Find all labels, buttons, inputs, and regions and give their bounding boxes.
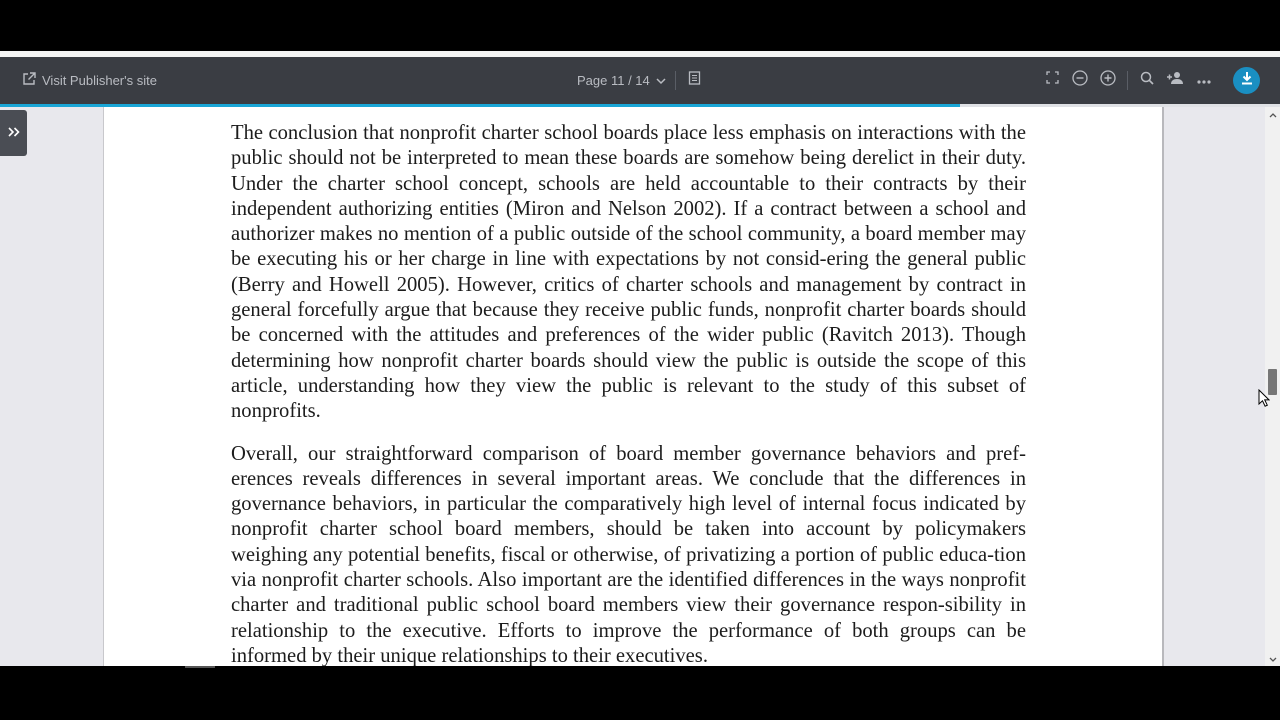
share-users-icon: [1166, 71, 1185, 90]
visit-publisher-label: Visit Publisher's site: [42, 73, 157, 88]
more-options-button[interactable]: [1193, 69, 1215, 91]
double-chevron-right-icon: [8, 124, 20, 142]
zoom-out-button[interactable]: [1069, 69, 1091, 91]
fullscreen-icon: [1046, 71, 1059, 89]
toolbar-divider: [1127, 71, 1128, 90]
scroll-down-arrow[interactable]: [1265, 652, 1280, 666]
toolbar-divider: [675, 71, 676, 90]
paragraph: Overall, our straightforward comparison of board member governance behaviors and pref-erences reveals differences in several important areas. We conclude that the differences in governance behaviors, in particular the comparatively high level of internal focus indicated by nonprofit charter school board members, should be taken into account by policymakers weighing any potential benefits, fiscal or otherwise, of privatizing a portion of public educa-tion via nonprofit charter schools. Also important are the identified differences in the ways nonprofit charter and traditional public school board members view their governance respon-sibility in relationship to the executive. Efforts to improve the performance of both groups can be informed by their unique relationships to their executives.: [231, 442, 1026, 666]
external-link-icon: [22, 72, 42, 89]
viewer-toolbar: [0, 57, 1280, 104]
zoom-out-icon: [1072, 70, 1088, 91]
share-button[interactable]: [1164, 69, 1186, 91]
document-icon: [688, 71, 701, 90]
search-button[interactable]: [1136, 69, 1158, 91]
browser-top-bar: [0, 0, 1280, 51]
taskbar-indicator: [185, 666, 215, 668]
document-view-button[interactable]: [683, 69, 705, 91]
chevron-down-icon: [650, 73, 666, 88]
search-icon: [1140, 71, 1154, 90]
zoom-in-button[interactable]: [1097, 69, 1119, 91]
page-text: [231, 121, 1026, 666]
more-icon: [1197, 71, 1211, 89]
browser-bottom-bar: [0, 666, 1280, 720]
paragraph: The conclusion that nonprofit charter school boards place less emphasis on interactions with the public should not be interpreted to mean these boards are somehow being derelict in their duty. Under the charter school concept, schools are held accountable to their contracts by their independent authorizing entities (Miron and Nelson 2002). If a contract between a school and authorizer makes no mention of a public outside of the school community, a board member may be executing his or her charge in line with expectations by not consid-ering the general public (Berry and Howell 2005). However, critics of charter schools and management by contract in general forcefully argue that because they receive public funds, nonprofit charter boards should be concerned with the attitudes and preferences of the wider public (Ravitch 2013). Though determining how nonprofit charter boards should view the public is outside the scope of this article, understanding how they view the public is relevant to the study of this subset of nonprofits.: [231, 122, 1026, 423]
chevron-up-icon: [1269, 105, 1277, 123]
download-button[interactable]: [1233, 67, 1260, 94]
fullscreen-button[interactable]: [1041, 69, 1063, 91]
download-icon: [1240, 71, 1254, 90]
visit-publisher-link[interactable]: [22, 57, 157, 104]
scroll-up-arrow[interactable]: [1265, 107, 1280, 121]
zoom-in-icon: [1100, 70, 1116, 91]
pdf-page: [103, 107, 1164, 666]
page-indicator: Page 11 / 14: [577, 73, 650, 88]
page-selector[interactable]: [577, 57, 666, 104]
vertical-scrollbar[interactable]: [1265, 107, 1280, 666]
sidebar-toggle-button[interactable]: [0, 110, 27, 156]
mouse-pointer-icon: [1258, 389, 1270, 407]
